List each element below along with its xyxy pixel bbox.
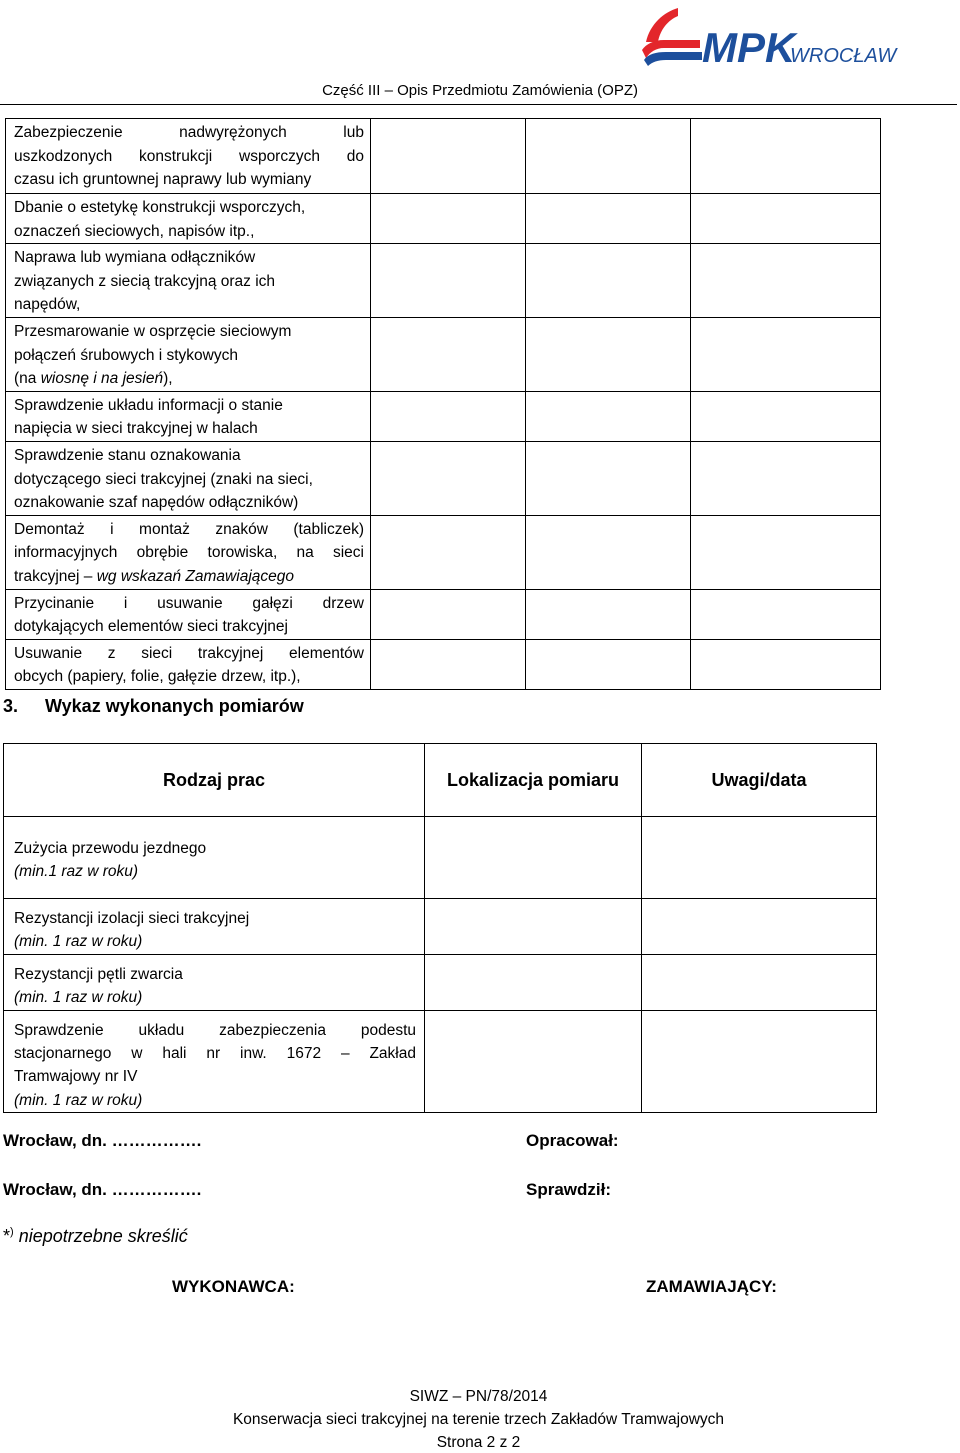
logo-subtext: WROCŁAW <box>790 45 897 67</box>
table-row <box>4 817 877 899</box>
empty-cell[interactable] <box>425 899 642 955</box>
empty-cell[interactable] <box>691 639 881 689</box>
empty-cell[interactable] <box>425 1010 642 1113</box>
prepared-by-label: Opracował: <box>526 1131 619 1150</box>
empty-cell[interactable] <box>691 515 881 589</box>
task-cell <box>6 441 371 515</box>
measurement-frequency: (min.1 raz w roku) <box>14 863 139 881</box>
empty-cell[interactable] <box>691 119 881 194</box>
document-part-title: Część III – Opis Przedmiotu Zamówienia (OPZ) <box>322 82 638 99</box>
empty-cell[interactable] <box>371 441 526 515</box>
measurement-cell <box>4 899 425 955</box>
empty-cell[interactable] <box>691 194 881 244</box>
logo-mark-icon <box>642 8 702 66</box>
mpk-wroclaw-logo <box>640 4 897 71</box>
place-date-line: Wrocław, dn. ……………. <box>3 1131 202 1150</box>
empty-cell[interactable] <box>371 317 526 391</box>
task-cell <box>6 515 371 589</box>
task-cell <box>6 317 371 391</box>
place-date-line: Wrocław, dn. ……………. <box>3 1180 202 1199</box>
empty-cell[interactable] <box>691 589 881 639</box>
task-cell <box>6 639 371 689</box>
task-text: Sprawdzenie układu informacji o stanie <box>14 396 283 414</box>
column-header-location: Lokalizacja pomiaru <box>425 744 642 817</box>
empty-cell[interactable] <box>371 589 526 639</box>
empty-cell[interactable] <box>371 119 526 194</box>
task-text: Usuwanie z sieci trakcyjnej elementów <box>14 644 364 662</box>
column-header-work-type: Rodzaj prac <box>4 744 425 817</box>
table-header-row <box>4 744 877 817</box>
task-text: Przesmarowanie w osprzęcie sieciowym <box>14 322 292 340</box>
measurement-cell <box>4 954 425 1010</box>
table-row <box>6 119 881 194</box>
task-text: Naprawa lub wymiana odłączników <box>14 249 256 267</box>
empty-cell[interactable] <box>526 391 691 441</box>
section-heading <box>3 696 304 717</box>
header-divider <box>0 104 957 105</box>
table-row <box>6 441 881 515</box>
footer-reference: SIWZ – PN/78/2014 <box>409 1388 548 1405</box>
measurement-text: Tramwajowy nr IV <box>14 1068 138 1086</box>
empty-cell[interactable] <box>526 639 691 689</box>
section-title: Wykaz wykonanych pomiarów <box>45 696 304 716</box>
empty-cell[interactable] <box>691 391 881 441</box>
measurement-frequency: (min. 1 raz w roku) <box>14 989 143 1007</box>
empty-cell[interactable] <box>371 391 526 441</box>
empty-cell[interactable] <box>526 119 691 194</box>
empty-cell[interactable] <box>425 954 642 1010</box>
empty-cell[interactable] <box>526 317 691 391</box>
ordering-party-label: ZAMAWIAJĄCY: <box>646 1277 777 1296</box>
task-text: Zabezpieczenie nadwyrężonych lub <box>14 124 364 141</box>
empty-cell[interactable] <box>642 1010 877 1113</box>
season-note: (na wiosnę i na jesień), <box>14 370 173 388</box>
logo-text: MPK <box>702 24 796 71</box>
task-text: napięcia w sieci trakcyjnej w halach <box>14 420 258 438</box>
empty-cell[interactable] <box>642 817 877 899</box>
task-cell <box>6 391 371 441</box>
empty-cell[interactable] <box>642 899 877 955</box>
measurement-cell <box>4 817 425 899</box>
empty-cell[interactable] <box>371 194 526 244</box>
table-row <box>4 954 877 1010</box>
task-text: dotyczącego sieci trakcyjnej (znaki na sieci, <box>14 470 313 488</box>
task-cell <box>6 194 371 244</box>
table-row <box>6 194 881 244</box>
measurement-text: Rezystancji pętli zwarcia <box>14 965 183 983</box>
table-row <box>6 515 881 589</box>
empty-cell[interactable] <box>371 515 526 589</box>
measurement-text: Zużycia przewodu jezdnego <box>14 840 207 857</box>
page-number: Strona 2 z 2 <box>436 1434 521 1451</box>
task-cell <box>6 589 371 639</box>
empty-cell[interactable] <box>691 441 881 515</box>
table-row <box>6 317 881 391</box>
table-row <box>4 1010 877 1113</box>
empty-cell[interactable] <box>371 639 526 689</box>
task-text: związanych z siecią trakcyjną oraz ich <box>14 272 276 290</box>
section-number: 3. <box>3 696 19 716</box>
task-text: dotykających elementów sieci trakcyjnej <box>14 618 288 636</box>
table-row <box>6 639 881 689</box>
empty-cell[interactable] <box>526 244 691 318</box>
empty-cell[interactable] <box>526 194 691 244</box>
task-text: Przycinanie i usuwanie gałęzi drzew <box>14 594 364 612</box>
task-text: oznakowanie szaf napędów odłączników) <box>14 494 299 512</box>
empty-cell[interactable] <box>526 441 691 515</box>
measurement-text: Rezystancji izolacji sieci trakcyjnej <box>14 910 250 927</box>
task-text: uszkodzonych konstrukcji wsporczych do <box>14 147 364 165</box>
contractor-label: WYKONAWCA: <box>172 1277 295 1296</box>
task-text: oznaczeń sieciowych, napisów itp., <box>14 222 255 240</box>
measurement-text: stacjonarnego w hali nr inw. 1672 – Zakład <box>14 1045 416 1063</box>
task-cell <box>6 244 371 318</box>
task-text: napędów, <box>14 296 81 314</box>
task-text: Sprawdzenie stanu oznakowania <box>14 446 241 464</box>
task-cell <box>6 119 371 194</box>
empty-cell[interactable] <box>691 317 881 391</box>
empty-cell[interactable] <box>642 954 877 1010</box>
column-header-notes-date: Uwagi/data <box>642 744 877 817</box>
task-text: informacyjnych obrębie torowiska, na sieci <box>14 544 364 562</box>
checked-by-label: Sprawdził: <box>526 1180 612 1199</box>
empty-cell[interactable] <box>526 589 691 639</box>
task-text: Demontaż i montaż znaków (tabliczek) <box>14 520 364 538</box>
maintenance-tasks-table <box>5 118 881 690</box>
measurement-frequency: (min. 1 raz w roku) <box>14 1091 143 1109</box>
empty-cell[interactable] <box>425 817 642 899</box>
task-text: trakcyjnej – wg wskazań Zamawiającego <box>14 567 294 585</box>
table-row <box>6 589 881 639</box>
measurement-text: Sprawdzenie układu zabezpieczenia podestu <box>14 1021 416 1039</box>
table-row <box>6 391 881 441</box>
task-text: Dbanie o estetykę konstrukcji wsporczych, <box>14 199 306 216</box>
footer-subject: Konserwacja sieci trakcyjnej na terenie trzech Zakładów Tramwajowych <box>232 1411 725 1428</box>
task-text: obcych (papiery, folie, gałęzie drzew, itp.), <box>14 668 301 686</box>
table-row <box>4 899 877 955</box>
measurements-table <box>3 743 877 1113</box>
empty-cell[interactable] <box>526 515 691 589</box>
empty-cell[interactable] <box>371 244 526 318</box>
table-row <box>6 244 881 318</box>
task-text: połączeń śrubowych i stykowych <box>14 346 238 364</box>
measurement-frequency: (min. 1 raz w roku) <box>14 933 143 951</box>
measurement-cell <box>4 1010 425 1113</box>
footnote: *) niepotrzebne skreślić <box>3 1226 188 1246</box>
empty-cell[interactable] <box>691 244 881 318</box>
task-text: czasu ich gruntownej naprawy lub wymiany <box>14 171 312 189</box>
